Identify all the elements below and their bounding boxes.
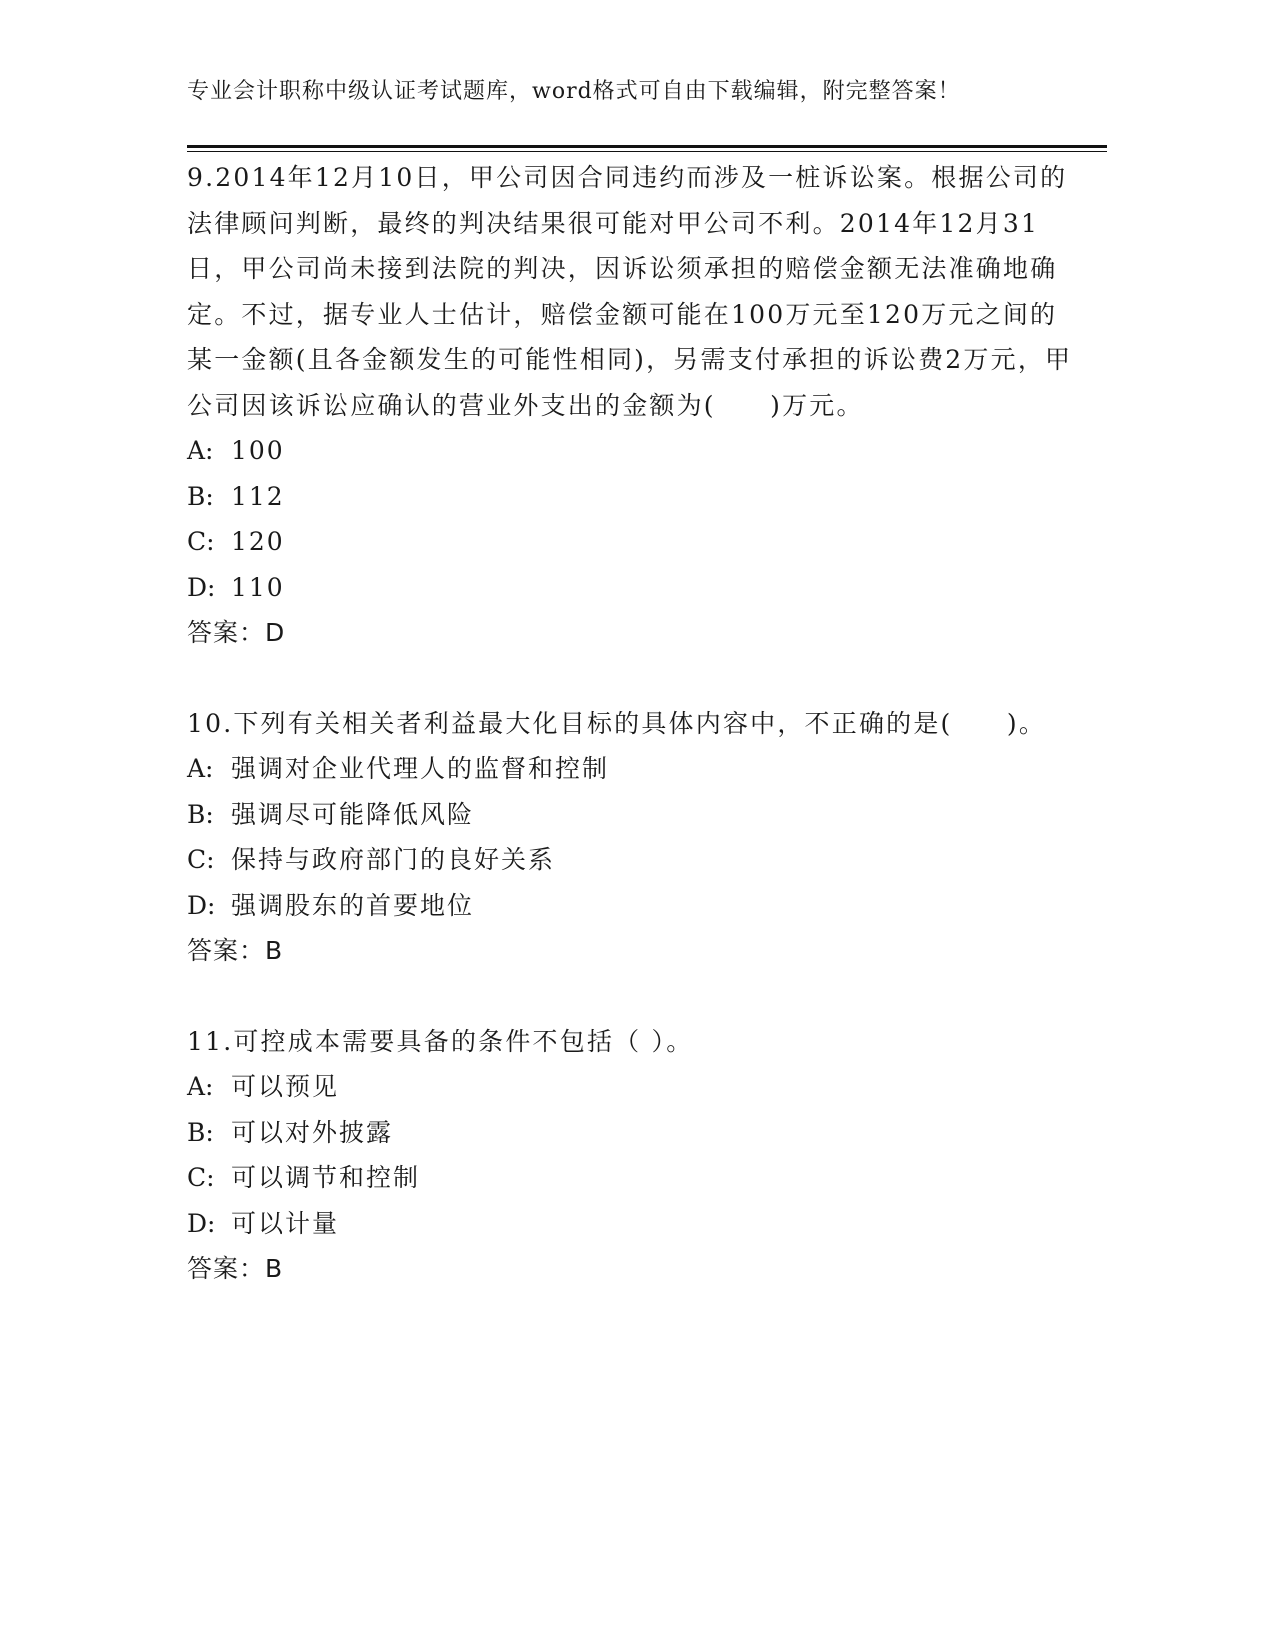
option-b [187, 792, 1077, 838]
option-label: D: [187, 572, 216, 602]
question-stem: 9.2014年12月10日，甲公司因合同违约而涉及一桩诉讼案。根据公司的法律顾问判断，最终的判决结果很可能对甲公司不利。2014年12月31日，甲公司尚未接到法院的判决，因诉讼须承担的赔偿金额无法准确地确定。不过，据专业人士估计，赔偿金额可能在100万元至120万元之间的某一金额(且各金额发生的可能性相同)，另需支付承担的诉讼费2万元，甲公司因该诉讼应确认的营业外支出的金额为( )万元。 [187, 163, 1073, 420]
option-text: 110 [231, 572, 285, 602]
option-label: C: [187, 527, 215, 556]
option-label: C: [187, 1163, 215, 1192]
option-label: A: [187, 754, 214, 783]
option-d [187, 1201, 1077, 1247]
option-d [187, 565, 1077, 611]
option-text: 强调对企业代理人的监督和控制 [231, 754, 610, 783]
spacer [187, 656, 1077, 701]
question-11 [187, 1019, 1077, 1292]
option-label: B: [187, 1117, 214, 1147]
option-text: 100 [231, 436, 285, 465]
question-stem: 11.可控成本需要具备的条件不包括（ ）。 [187, 1026, 694, 1056]
option-label: B: [187, 481, 214, 511]
option-label: B: [187, 799, 214, 829]
option-text: 可以预见 [231, 1072, 340, 1101]
option-text: 可以对外披露 [231, 1117, 394, 1147]
option-c [187, 1155, 1077, 1201]
option-text: 120 [231, 527, 285, 556]
option-text: 可以调节和控制 [231, 1163, 421, 1192]
question-10 [187, 701, 1077, 974]
page-header: 专业会计职称中级认证考试题库，word格式可自由下载编辑，附完整答案！ [187, 79, 961, 104]
option-text: 强调尽可能降低风险 [231, 799, 475, 829]
option-label: C: [187, 845, 215, 874]
answer: 答案：B [187, 936, 284, 965]
option-a [187, 1064, 1077, 1110]
option-label: D: [187, 890, 216, 920]
option-a [187, 746, 1077, 792]
option-label: A: [187, 1072, 214, 1101]
answer: 答案：B [187, 1254, 284, 1283]
option-text: 可以计量 [231, 1208, 340, 1238]
header-divider-thick [187, 145, 1107, 148]
option-a [187, 428, 1077, 474]
question-list [187, 155, 1077, 1292]
option-label: A: [187, 436, 214, 465]
answer: 答案：D [187, 618, 286, 647]
option-text: 保持与政府部门的良好关系 [231, 845, 556, 874]
spacer [187, 974, 1077, 1019]
question-9 [187, 155, 1077, 656]
question-stem: 10.下列有关相关者利益最大化目标的具体内容中，不正确的是( )。 [187, 708, 1047, 738]
option-label: D: [187, 1208, 216, 1238]
option-d [187, 883, 1077, 929]
option-b [187, 474, 1077, 520]
header-divider-thin [187, 151, 1107, 152]
option-text: 112 [231, 481, 285, 511]
option-text: 强调股东的首要地位 [231, 890, 475, 920]
option-c [187, 519, 1077, 565]
option-b [187, 1110, 1077, 1156]
option-c [187, 837, 1077, 883]
